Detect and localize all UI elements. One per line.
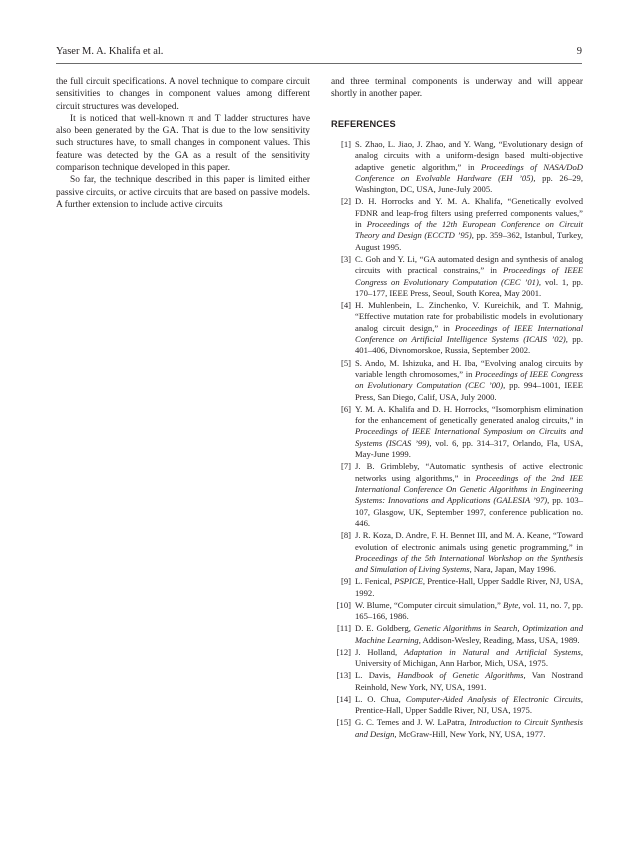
body-paragraph-continuation: and three terminal components is underway and will appear shortly in another paper. (331, 77, 583, 100)
reference-number: [12] (336, 646, 351, 657)
reference-item (331, 139, 583, 196)
reference-text: D. H. Horrocks and Y. M. A. Khalifa, “Genetically evolved FDNR and leap-frog filters using preferred components values,” in Proceedings of the 12th European Conference on Circuit Theory and Design (ECCTD ’95), pp. 359–362, Istanbul, Turkey, August 1995. (355, 196, 583, 252)
reference-text: J. R. Koza, D. Andre, F. H. Bennet III, and M. A. Keane, “Toward evolution of electronic animals using genetic programming,” in Proceedings of the 5th International Workshop on the Synthesis and Simulation of Living Systems, Nara, Japan, May 1996. (355, 530, 583, 575)
right-column (331, 76, 583, 741)
reference-number: [1] (340, 138, 351, 149)
reference-item (331, 461, 583, 529)
reference-number: [9] (340, 576, 351, 587)
reference-number: [11] (337, 623, 351, 634)
reference-number: [15] (336, 717, 351, 728)
reference-item (331, 358, 583, 403)
reference-text: D. E. Goldberg, Genetic Algorithms in Search, Optimization and Machine Learning, Addison-Wesley, Reading, Mass, USA, 1989. (355, 623, 583, 645)
reference-text: G. C. Temes and J. W. LaPatra, Introduction to Circuit Synthesis and Design, McGraw-Hill, New York, NY, USA, 1977. (355, 717, 583, 739)
reference-text: J. B. Grimbleby, “Automatic synthesis of active electronic networks using algorithms,” in Proceedings of the 2nd IEE International Conference On Genetic Algorithms in Engineering Systems: Innovations and Applications (GALESIA ’97), pp. 103–107, Glasgow, UK, September 1997, conference publication no. 446. (355, 461, 583, 529)
reference-item (331, 254, 583, 299)
body-paragraph-2: It is noticed that well-known π and T ladder structures have also been generated by the GA. That is due to the low sensitivity such structures have, to small changes in component values. This feature was detected by the GA as a result of the sensitivity comparison technique developed in this paper. (56, 113, 310, 174)
reference-text: S. Ando, M. Ishizuka, and H. Iba, “Evolving analog circuits by variable length chromosomes,” in Proceedings of IEEE Congress on Evolutionary Computation (CEC ’00), pp. 994–1001, IEEE Press, San Diego, Calif, USA, July 2000. (355, 357, 584, 402)
reference-item (331, 576, 583, 599)
reference-text: H. Muhlenbein, L. Zinchenko, V. Kureichik, and T. Mahnig, “Effective mutation rate for probabilistic models in evolutionary analog circuit design,” in Proceedings of IEEE International Conference on Artificial Intelligence Systems (ICAIS ’02), pp. 401–406, Divnomorskoe, Russia, September 2002. (355, 300, 583, 356)
reference-item (331, 647, 583, 670)
running-header (56, 46, 582, 57)
header-authors: Yaser M. A. Khalifa et al. (56, 46, 164, 57)
reference-number: [3] (340, 253, 351, 264)
reference-item (331, 600, 583, 623)
reference-text: J. Holland, Adaptation in Natural and Artificial Systems, University of Michigan, Ann Harbor, Mich, USA, 1975. (355, 646, 584, 669)
reference-number: [2] (340, 196, 351, 207)
reference-number: [5] (340, 357, 351, 368)
header-rule (56, 63, 582, 64)
reference-text: L. Davis, Handbook of Genetic Algorithms, Van Nostrand Reinhold, New York, NY, USA, 1991. (355, 670, 583, 692)
body-paragraph-3: So far, the technique described in this paper is limited either passive circuits, or active circuits that are based on passive models. A further extension to include active circuits (56, 175, 310, 210)
reference-item (331, 717, 583, 740)
reference-text: Y. M. A. Khalifa and D. H. Horrocks, “Isomorphism elimination for the enhancement of genetically generated analog circuits,” in Proceedings of IEEE International Symposium on Circuits and Systems (ISCAS ’99), vol. 6, pp. 314–317, Orlando, Fla, USA, May-June 1999. (355, 403, 583, 460)
reference-item (331, 530, 583, 575)
reference-number: [10] (336, 599, 351, 610)
reference-list (331, 139, 583, 740)
reference-number: [13] (336, 670, 351, 681)
reference-text: W. Blume, “Computer circuit simulation,” Byte, vol. 11, no. 7, pp. 165–166, 1986. (355, 599, 583, 622)
reference-text: L. Fenical, PSPICE, Prentice-Hall, Upper Saddle River, NJ, USA, 1992. (355, 576, 583, 598)
reference-item (331, 404, 583, 461)
reference-text: L. O. Chua, Computer-Aided Analysis of Electronic Circuits, Prentice-Hall, Upper Saddle River, NJ, USA, 1975. (355, 693, 583, 716)
reference-text: S. Zhao, L. Jiao, J. Zhao, and Y. Wang, “Evolutionary design of analog circuits with a uniform-design based multi-objective adaptive genetic algorithm,” in Proceedings of NASA/DoD Conference on Evolvable Hardware (EH ’05), pp. 26–29, Washington, DC, USA, June-July 2005. (355, 138, 583, 195)
body-paragraph-1: the full circuit specifications. A novel technique to compare circuit sensitivities to changes in component values among different circuit structures was developed. (56, 77, 310, 112)
reference-item (331, 196, 583, 253)
reference-number: [7] (340, 461, 351, 472)
reference-number: [14] (336, 693, 351, 704)
reference-number: [8] (340, 530, 351, 541)
references-heading: REFERENCES (331, 118, 396, 129)
reference-text: C. Goh and Y. Li, “GA automated design and synthesis of analog circuits with practical constrains,” in Proceedings of IEEE Congress on Evolutionary Computation (CEC ’01), vol. 1, pp. 170–177, IEEE Press, Seoul, South Korea, May 2001. (355, 253, 584, 298)
reference-item (331, 623, 583, 646)
reference-item (331, 670, 583, 693)
reference-item (331, 694, 583, 717)
reference-number: [6] (340, 403, 351, 414)
reference-item (331, 300, 583, 357)
reference-number: [4] (340, 300, 351, 311)
page-number: 9 (576, 46, 582, 57)
left-column (56, 76, 310, 211)
